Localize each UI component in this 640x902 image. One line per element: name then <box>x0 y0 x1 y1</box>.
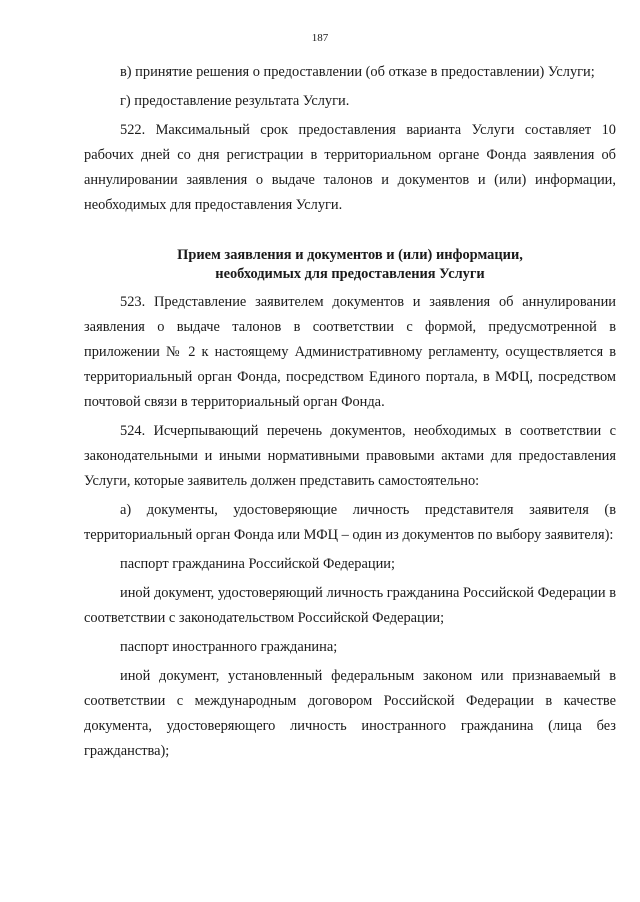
section-heading-line-1: Прием заявления и документов и (или) информации, <box>177 247 523 263</box>
list-item-other-doc-foreign: иной документ, установленный федеральным законом или признаваемый в соответствии с международным договором Российской Федерации в качестве документа, удостоверяющего личность иностранного гражданина (лица без гражданства); <box>84 668 616 759</box>
paragraph-523: 523. Представление заявителем документов и заявления об аннулировании заявления о выдаче талонов в соответствии с формой, предусмотренной в приложении № 2 к настоящему Административному регламенту, осуществляется в территориальный орган Фонда, посредством Единого портала, в МФЦ, посредством почтовой связи в территориальный орган Фонда. <box>84 294 616 410</box>
paragraph-g: г) предоставление результата Услуги. <box>120 93 350 109</box>
paragraph-524: 524. Исчерпывающий перечень документов, необходимых в соответствии с законодательными и иными нормативными правовыми актами для предоставления Услуги, которые заявитель должен представить самостоятельно: <box>84 423 616 489</box>
document-body <box>84 60 616 764</box>
list-item-foreign-passport: паспорт иностранного гражданина; <box>120 639 338 655</box>
section-heading-line-2: необходимых для предоставления Услуги <box>215 266 485 282</box>
paragraph-v: в) принятие решения о предоставлении (об отказе в предоставлении) Услуги; <box>120 64 595 80</box>
list-item-passport-rf: паспорт гражданина Российской Федерации; <box>120 556 395 572</box>
list-item-other-doc-rf: иной документ, удостоверяющий личность гражданина Российской Федерации в соответствии с законодательством Российской Федерации; <box>84 585 616 626</box>
paragraph-522: 522. Максимальный срок предоставления варианта Услуги составляет 10 рабочих дней со дня регистрации в территориальном органе Фонда заявления об аннулировании заявления о выдаче талонов и документов и (или) информации, необходимых для предоставления Услуги. <box>84 122 616 213</box>
section-heading <box>84 246 616 284</box>
page-number: 187 <box>311 32 329 44</box>
paragraph-a: а) документы, удостоверяющие личность представителя заявителя (в территориальный орган Фонда или МФЦ – один из документов по выбору заявителя): <box>84 502 616 543</box>
